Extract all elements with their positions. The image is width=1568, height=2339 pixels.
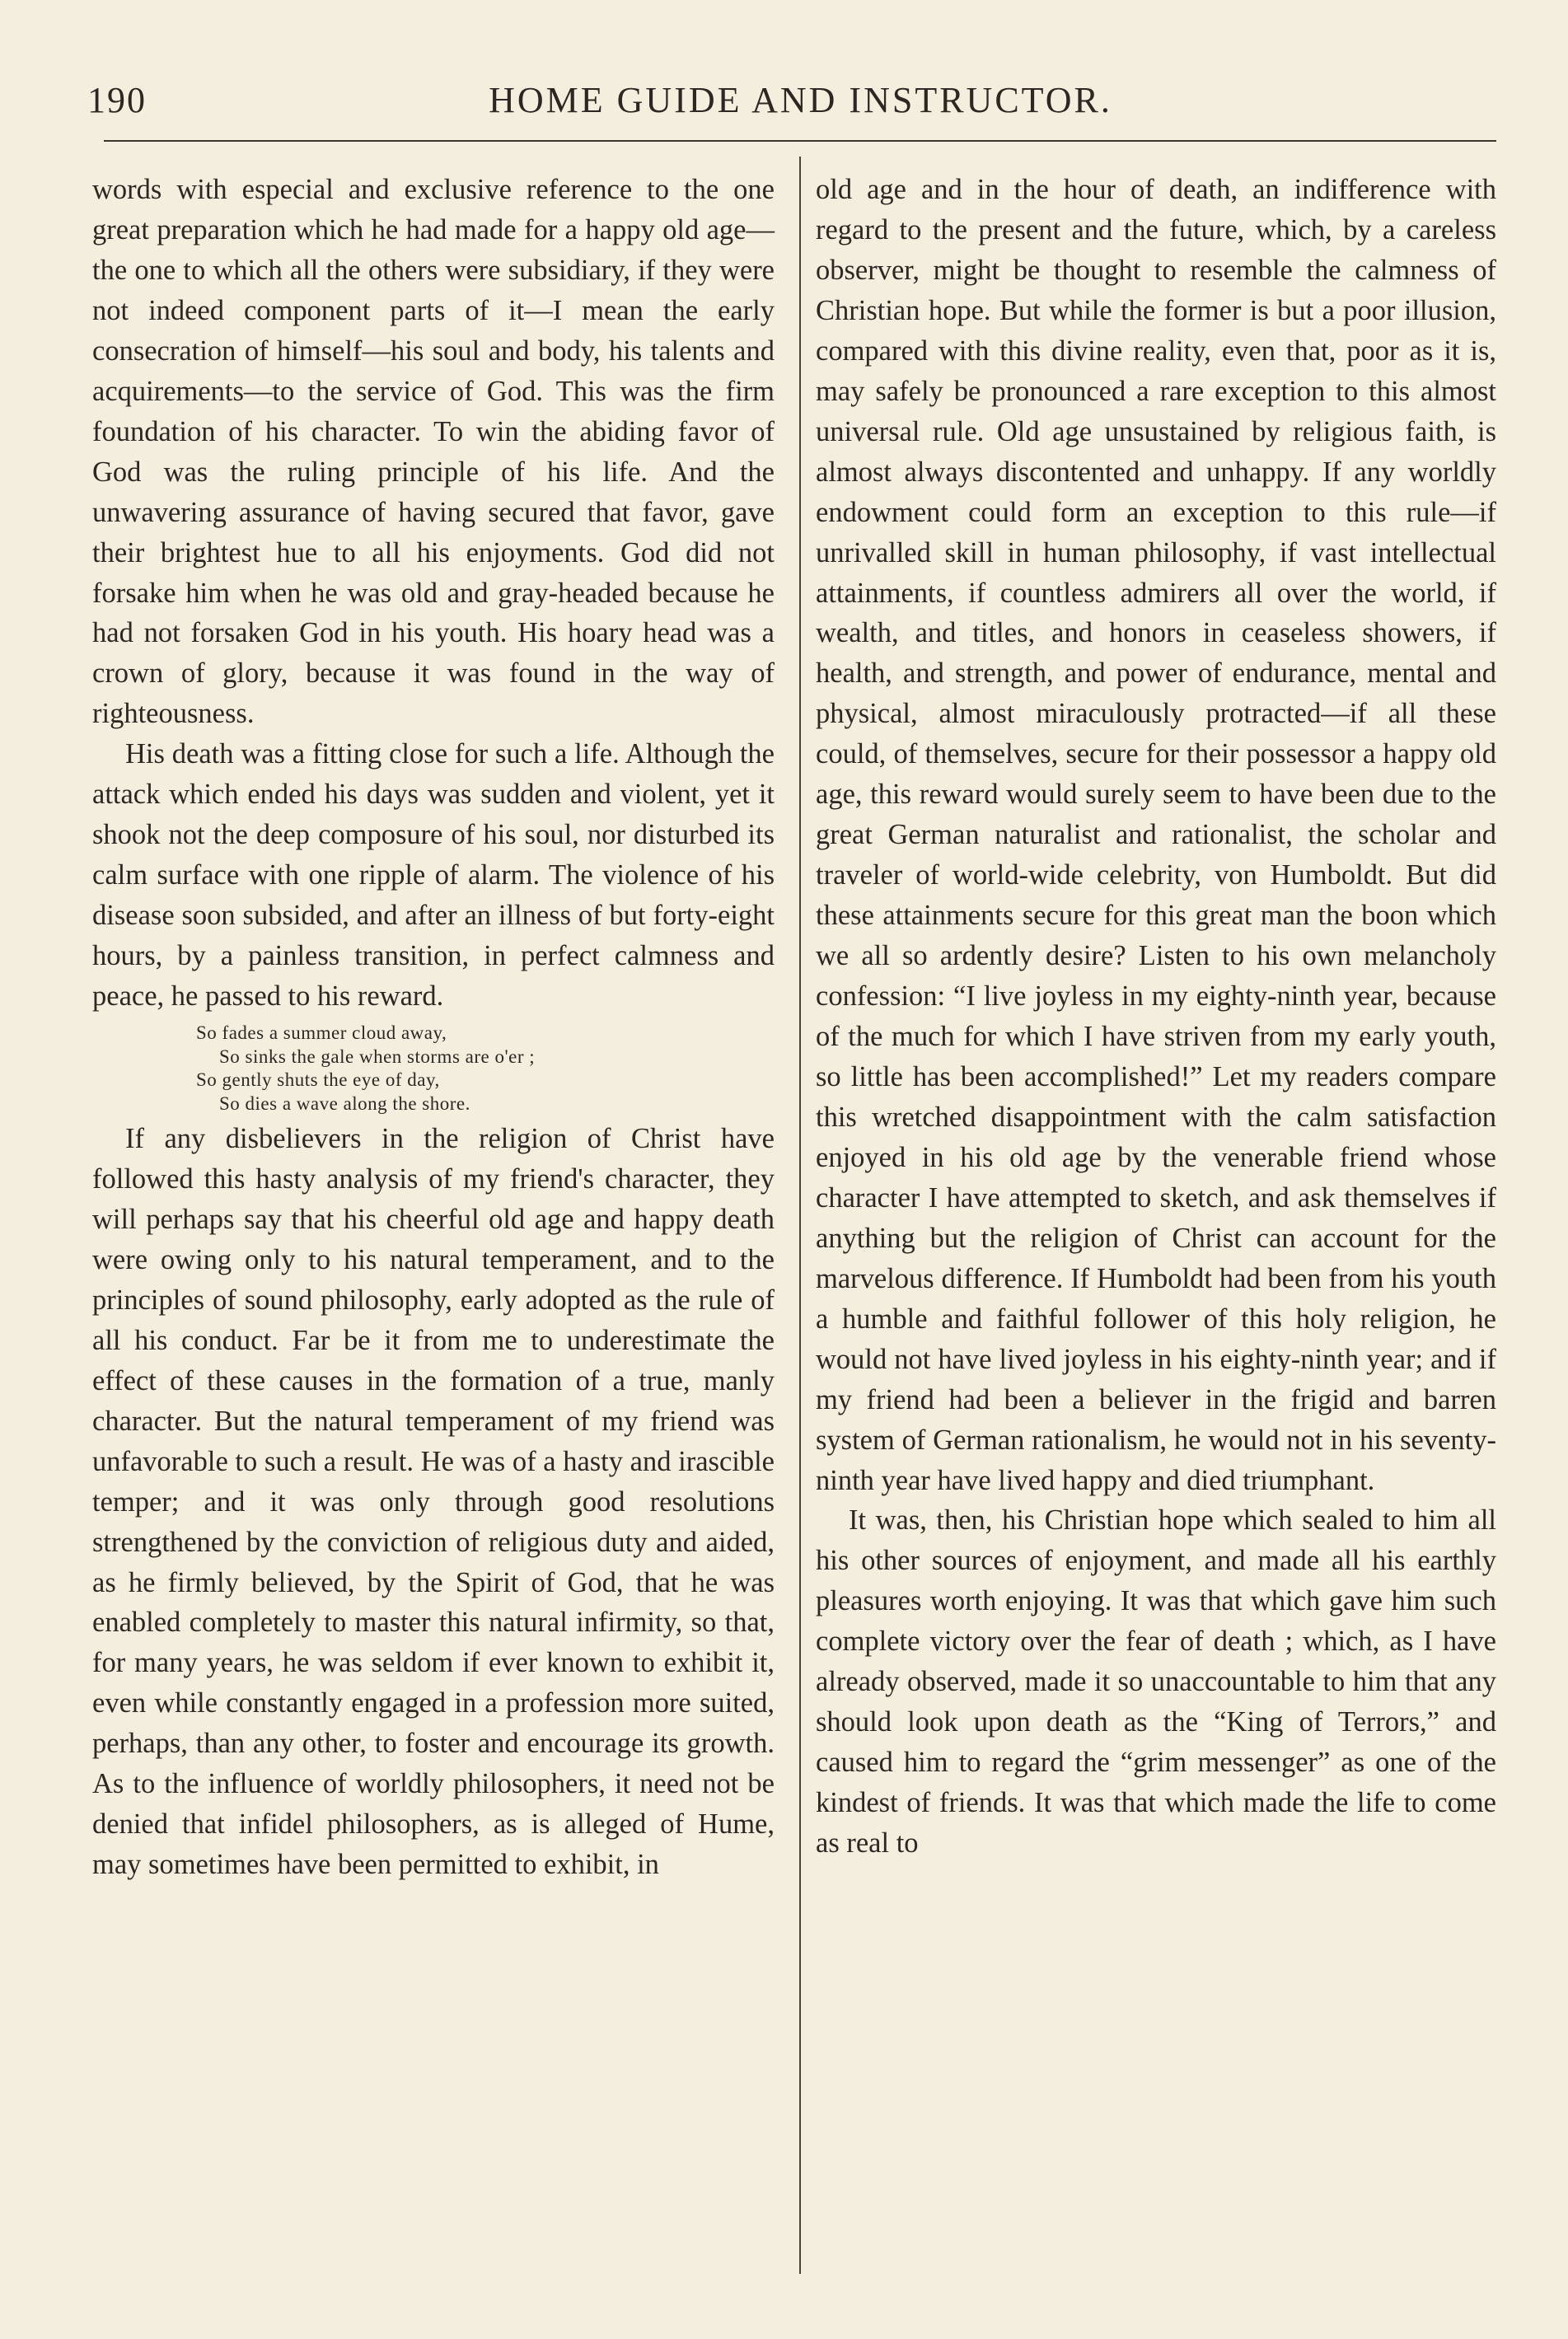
poem-line: So sinks the gale when storms are o'er ; (219, 1046, 536, 1067)
left-paragraph-3: If any disbelievers in the religion of Christ have followed this hasty analysis of my friend's character, they will perhaps say that his cheerful old age and happy death were owing only to his natural temperament, and to the principles of sound philosophy, early adopted as the rule of all his conduct. Far be it from me to underestimate the effect of these causes in the formation of a true, manly character. But the natural temperament of my friend was unfavorable to such a result. He was of a hasty and irascible temper; and it was only through good resolutions strengthened by the conviction of religious duty and aided, as he firmly believed, by the Spirit of God, that he was enabled completely to master this natural infirmity, so that, for many years, he was seldom if ever known to exhibit it, even while constantly engaged in a profession more suited, perhaps, than any other, to foster and encourage its growth. As to the influence of worldly philosophers, it need not be denied that infidel philosophers, as is alleged of Hume, may sometimes have been permitted to exhibit, in (92, 1123, 775, 1881)
right-column (816, 170, 1496, 1864)
running-head-title: HOME GUIDE AND INSTRUCTOR. (489, 80, 1112, 120)
poem-line: So dies a wave along the shore. (219, 1092, 470, 1114)
left-paragraph-2: His death was a fitting close for such a life. Although the attack which ended his days was sudden and violent, yet it shook not the deep composure of his soul, nor disturbed its calm surface with one ripple of alarm. The violence of his disease soon subsided, and after an illness of but forty-eight hours, by a painless transition, in perfect calmness and peace, he passed to his reward. (92, 738, 775, 1013)
page-number: 190 (87, 80, 147, 120)
left-paragraph-1: words with especial and exclusive reference to the one great preparation which he had made for a happy old age—the one to which all the others were subsidiary, if they were not indeed component parts of it—I mean the early consecration of himself—his soul and body, his talents and acquirements—to the service of God. This was the firm foundation of his character. To win the abiding favor of God was the ruling principle of his life. And the unwavering assurance of having secured that favor, gave their brightest hue to all his enjoyments. God did not forsake him when he was old and gray-headed because he had not forsaken God in his youth. His hoary head was a crown of glory, because it was found in the way of righteousness. (92, 174, 775, 730)
column-divider (799, 157, 801, 2274)
header-rule (104, 140, 1496, 142)
right-paragraph-1: old age and in the hour of death, an indifference with regard to the present and the future, which, by a careless observer, might be thought to resemble the calmness of Christian hope. But while the former is but a poor illusion, compared with this divine reality, even that, poor as it is, may safely be pronounced a rare exception to this almost universal rule. Old age unsustained by religious faith, is almost always discontented and unhappy. If any worldly endowment could form an exception to this rule—if unrivalled skill in human philosophy, if vast intellectual attainments, if countless admirers all over the world, if wealth, and titles, and honors in ceaseless showers, if health, and strength, and power of endurance, mental and physical, almost miraculously protracted—if all these could, of themselves, secure for their possessor a happy old age, this reward would surely seem to have been due to the great German naturalist and rationalist, the scholar and traveler of world-wide celebrity, von Humboldt. But did these attainments secure for this great man the boon which we all so ardently desire? Listen to his own melancholy confession: “I live joyless in my eighty-ninth year, because of the much for which I have striven from my early youth, so little has been accomplished!” Let my readers compare this wretched disappointment with the calm satisfaction enjoyed in his old age by the venerable friend whose character I have attempted to sketch, and ask themselves if anything but the religion of Christ can account for the marvelous difference. If Humboldt had been from his youth a humble and faithful follower of this holy religion, he would not have lived joyless in his eighty-ninth year; and if my friend had been a believer in the frigid and barren system of German rationalism, he would not in his seventy-ninth year have lived happy and died triumphant. (816, 174, 1496, 1496)
left-column (92, 170, 775, 1885)
poem-line: So fades a summer cloud away, (196, 1022, 447, 1044)
right-paragraph-2: It was, then, his Christian hope which sealed to him all his other sources of enjoyment, and made all his earthly pleasures worth enjoying. It was that which gave him such complete victory over the fear of death ; which, as I have already observed, made it so unaccountable to him that any should look upon death as the “King of Terrors,” and caused him to regard the “grim messenger” as one of the kindest of friends. It was that which made the life to come as real to (816, 1504, 1496, 1860)
poem-line: So gently shuts the eye of day, (196, 1069, 440, 1091)
poem-quote (92, 1017, 775, 1119)
